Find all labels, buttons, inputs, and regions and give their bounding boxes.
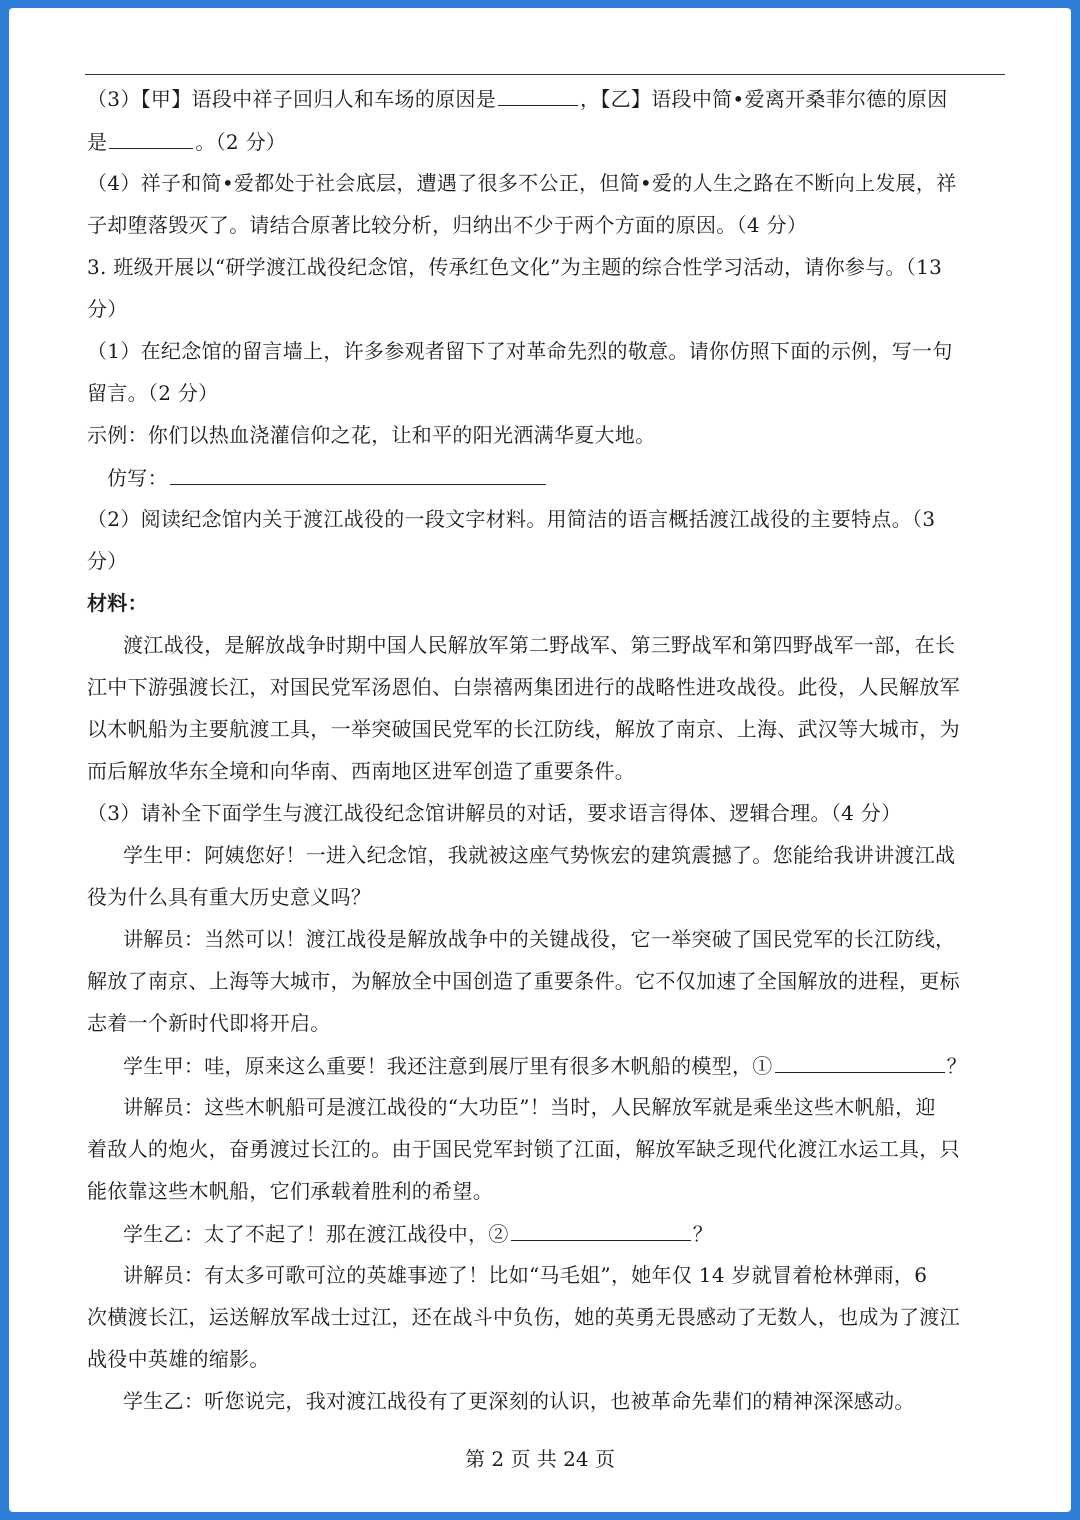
answer-blank-jia[interactable] bbox=[498, 83, 578, 106]
dialogue-line: 学生甲：阿姨您好！一进入纪念馆，我就被这座气势恢宏的建筑震撼了。您能给我讲讲渡江战 bbox=[123, 843, 956, 867]
dialogue-line: 着敌人的炮火，奋勇渡过长江的。由于国民党军封锁了江面，解放军缺乏现代化渡江水运工具，只 bbox=[87, 1137, 960, 1161]
sub1-example: 示例：你们以热血浇灌信仰之花，让和平的阳光洒满华夏大地。 bbox=[87, 423, 656, 447]
imitate-answer-blank[interactable] bbox=[170, 462, 546, 485]
dialogue-line-blank2 bbox=[123, 1218, 1007, 1249]
dialogue-line: 役为什么具有重大历史意义吗？ bbox=[87, 885, 372, 909]
text: ，【乙】语段中简•爱离开桑菲尔德的原因 bbox=[580, 87, 948, 111]
dialogue-line: 学生乙：听您说完，我对渡江战役有了更深刻的认识，也被革命先辈们的精神深深感动。 bbox=[123, 1389, 915, 1413]
dialogue-line: 讲解员：当然可以！渡江战役是解放战争中的关键战役，它一举突破了国民党军的长江防线， bbox=[123, 927, 956, 951]
material-line: 渡江战役，是解放战争时期中国人民解放军第二野战军、第三野战军和第四野战军一部，在长 bbox=[123, 633, 956, 657]
text: 学生乙：太了不起了！那在渡江战役中，② bbox=[123, 1222, 509, 1246]
sub3-line1: （3）请补全下面学生与渡江战役纪念馆讲解员的对话，要求语言得体、逻辑合理。（4 分） bbox=[87, 801, 902, 825]
dialogue-line: 次横渡长江，运送解放军战士过江，还在战斗中负伤，她的英勇无畏感动了无数人，也成为了渡江 bbox=[87, 1305, 960, 1329]
imitate-label: 仿写： bbox=[107, 466, 168, 490]
dialogue-answer-blank-2[interactable] bbox=[511, 1218, 691, 1241]
dialogue-answer-blank-1[interactable] bbox=[775, 1050, 945, 1073]
question-3-3-line2 bbox=[87, 126, 1007, 157]
answer-blank-yi[interactable] bbox=[109, 126, 193, 149]
question-3-4-line2: 子却堕落毁灭了。请结合原著比较分析，归纳出不少于两个方面的原因。（4 分） bbox=[87, 213, 808, 237]
sub1-line2: 留言。（2 分） bbox=[87, 381, 219, 405]
dialogue-line: 志着一个新时代即将开启。 bbox=[87, 1011, 331, 1035]
dialogue-line: 战役中英雄的缩影。 bbox=[87, 1347, 270, 1371]
question-4-stem-line2: 分） bbox=[87, 297, 128, 321]
dialogue-line-blank1 bbox=[123, 1050, 1007, 1081]
exam-page bbox=[9, 8, 1071, 1512]
text: 学生甲：哇，原来这么重要！我还注意到展厅里有很多木帆船的模型，① bbox=[123, 1054, 773, 1078]
text: ？ bbox=[692, 1222, 714, 1246]
dialogue-line: 能依靠这些木帆船，它们承载着胜利的希望。 bbox=[87, 1179, 493, 1203]
sub2-line1: （2）阅读纪念馆内关于渡江战役的一段文字材料。用简洁的语言概括渡江战役的主要特点。（3 bbox=[87, 507, 936, 531]
text: （3）【甲】语段中祥子回归人和车场的原因是 bbox=[87, 87, 497, 111]
question-3-3-line1 bbox=[87, 83, 1007, 114]
dialogue-line: 讲解员：这些木帆船可是渡江战役的“大功臣”！当时，人民解放军就是乘坐这些木帆船，迎 bbox=[123, 1095, 936, 1119]
sub1-line1: （1）在纪念馆的留言墙上，许多参观者留下了对革命先烈的敬意。请你仿照下面的示例，写一句 bbox=[87, 339, 953, 363]
text: 。（2 分） bbox=[195, 130, 287, 154]
page-footer: 第 2 页 共 24 页 bbox=[465, 1447, 615, 1471]
dialogue-line: 讲解员：有太多可歌可泣的英雄事迹了！比如“马毛姐”，她年仅 14 岁就冒着枪林弹雨，6 bbox=[123, 1263, 928, 1287]
text: 是 bbox=[87, 130, 108, 154]
material-line: 而后解放华东全境和向华南、西南地区进军创造了重要条件。 bbox=[87, 759, 636, 783]
dialogue-line: 解放了南京、上海等大城市，为解放全中国创造了重要条件。它不仅加速了全国解放的进程，更标 bbox=[87, 969, 960, 993]
sub1-imitate-line bbox=[107, 462, 1027, 493]
sub2-line2: 分） bbox=[87, 549, 128, 573]
header-rule bbox=[85, 74, 1005, 75]
question-4-stem-line1: 3. 班级开展以“研学渡江战役纪念馆，传承红色文化”为主题的综合性学习活动，请你参与。（13 bbox=[87, 255, 943, 279]
material-label: 材料： bbox=[87, 591, 148, 615]
question-3-4-line1: （4）祥子和简•爱都处于社会底层，遭遇了很多不公正，但简•爱的人生之路在不断向上发展，祥 bbox=[87, 171, 957, 195]
material-line: 以木帆船为主要航渡工具，一举突破国民党军的长江防线，解放了南京、上海、武汉等大城市，为 bbox=[87, 717, 960, 741]
text: ？ bbox=[946, 1054, 967, 1078]
material-line: 江中下游强渡长江，对国民党军汤恩伯、白崇禧两集团进行的战略性进攻战役。此役，人民解放军 bbox=[87, 675, 960, 699]
